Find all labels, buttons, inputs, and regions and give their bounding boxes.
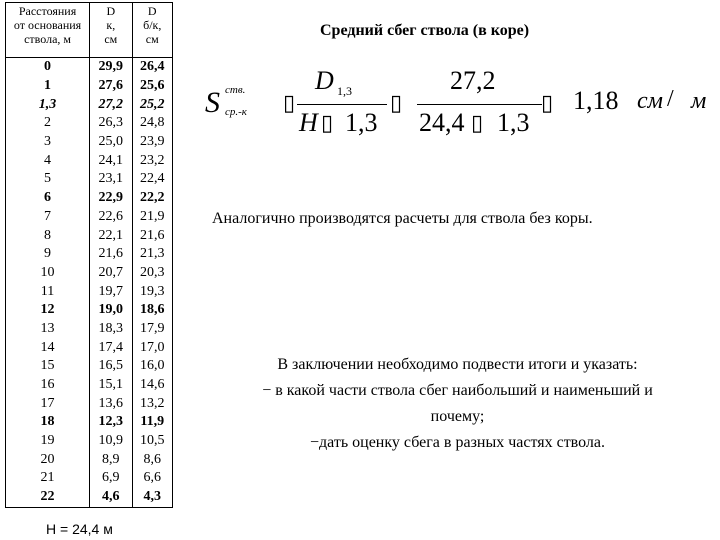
cell-diameter-bark: 8,9 bbox=[90, 450, 132, 469]
table-row bbox=[6, 151, 173, 170]
cell-diameter-bark: 23,1 bbox=[90, 170, 132, 189]
formula-num1-d: D bbox=[315, 66, 334, 95]
cell-diameter-no-bark: 21,6 bbox=[132, 226, 173, 245]
cell-diameter-no-bark: 11,9 bbox=[132, 413, 173, 432]
cell-distance: 1 bbox=[6, 77, 90, 96]
analogy-note: Аналогично производятся расчеты для ствола без коры. bbox=[212, 210, 593, 227]
cell-distance: 13 bbox=[6, 320, 90, 339]
section-title: Средний сбег ствола (в коре) bbox=[320, 22, 530, 39]
formula-equals-glyph: ▯ bbox=[541, 90, 554, 115]
formula-den1-h: H bbox=[299, 108, 318, 137]
conclusion-line: − в какой части ствола сбег наибольший и наименьший и bbox=[262, 382, 653, 399]
cell-diameter-no-bark: 25,6 bbox=[132, 77, 173, 96]
cell-diameter-bark: 27,6 bbox=[90, 77, 132, 96]
cell-distance: 8 bbox=[6, 226, 90, 245]
cell-diameter-bark: 25,0 bbox=[90, 133, 132, 152]
table-row bbox=[6, 208, 173, 227]
cell-diameter-no-bark: 22,4 bbox=[132, 170, 173, 189]
table-row bbox=[6, 394, 173, 413]
cell-distance: 0 bbox=[6, 58, 90, 77]
conclusion-block bbox=[205, 352, 710, 456]
table-row bbox=[6, 413, 173, 432]
cell-diameter-no-bark: 13,2 bbox=[132, 394, 173, 413]
table-row bbox=[6, 432, 173, 451]
cell-diameter-bark: 22,6 bbox=[90, 208, 132, 227]
table-row bbox=[6, 170, 173, 189]
table-row bbox=[6, 376, 173, 395]
cell-diameter-no-bark: 8,6 bbox=[132, 450, 173, 469]
cell-diameter-no-bark: 16,0 bbox=[132, 357, 173, 376]
header-distance-line: от основания bbox=[13, 18, 82, 32]
header-d1-line: D bbox=[106, 4, 116, 18]
taper-formula bbox=[205, 62, 715, 142]
cell-diameter-no-bark: 24,8 bbox=[132, 114, 173, 133]
header-distance-line: ствола, м bbox=[24, 32, 71, 46]
table-row bbox=[6, 469, 173, 488]
table-row bbox=[6, 264, 173, 283]
cell-diameter-no-bark: 25,2 bbox=[132, 95, 173, 114]
cell-distance: 11 bbox=[6, 282, 90, 301]
formula-equals-glyph: ▯ bbox=[390, 90, 403, 115]
cell-diameter-no-bark: 22,2 bbox=[132, 189, 173, 208]
cell-diameter-bark: 12,3 bbox=[90, 413, 132, 432]
cell-distance: 20 bbox=[6, 450, 90, 469]
taper-data-table bbox=[5, 2, 173, 508]
cell-diameter-no-bark: 21,3 bbox=[132, 245, 173, 264]
cell-diameter-bark: 19,0 bbox=[90, 301, 132, 320]
formula-s-subscript: ср.-к bbox=[225, 106, 247, 118]
cell-distance: 21 bbox=[6, 469, 90, 488]
formula-unit-m: м bbox=[691, 88, 707, 114]
table-row bbox=[6, 357, 173, 376]
table-row bbox=[6, 450, 173, 469]
table-body bbox=[6, 58, 173, 508]
cell-diameter-no-bark: 4,3 bbox=[132, 488, 173, 507]
cell-distance: 18 bbox=[6, 413, 90, 432]
cell-distance: 4 bbox=[6, 151, 90, 170]
cell-diameter-no-bark: 26,4 bbox=[132, 58, 173, 77]
cell-distance: 16 bbox=[6, 376, 90, 395]
formula-den2-a: 24,4 bbox=[419, 108, 465, 137]
cell-diameter-bark: 27,2 bbox=[90, 95, 132, 114]
cell-diameter-bark: 16,5 bbox=[90, 357, 132, 376]
cell-distance: 5 bbox=[6, 170, 90, 189]
cell-diameter-no-bark: 14,6 bbox=[132, 376, 173, 395]
formula-den2-glyph: ▯ bbox=[471, 110, 484, 135]
header-d1-line: см bbox=[104, 32, 118, 46]
cell-diameter-no-bark: 10,5 bbox=[132, 432, 173, 451]
cell-distance: 22 bbox=[6, 488, 90, 507]
cell-diameter-no-bark: 20,3 bbox=[132, 264, 173, 283]
cell-distance: 3 bbox=[6, 133, 90, 152]
cell-diameter-bark: 29,9 bbox=[90, 58, 132, 77]
table-row bbox=[6, 189, 173, 208]
cell-diameter-no-bark: 23,9 bbox=[132, 133, 173, 152]
total-height-note: H = 24,4 м bbox=[46, 521, 113, 537]
header-diameter-no-bark bbox=[132, 3, 173, 58]
cell-diameter-no-bark: 21,9 bbox=[132, 208, 173, 227]
header-distance-line: Расстояния bbox=[18, 4, 77, 18]
cell-distance: 17 bbox=[6, 394, 90, 413]
header-d2-line: D bbox=[147, 4, 157, 18]
formula-den1-value: 1,3 bbox=[345, 108, 378, 137]
table-row bbox=[6, 114, 173, 133]
formula-den2-b: 1,3 bbox=[497, 108, 530, 137]
cell-diameter-no-bark: 17,9 bbox=[132, 320, 173, 339]
header-distance bbox=[6, 3, 90, 58]
formula-result: 1,18 bbox=[573, 86, 619, 115]
cell-diameter-bark: 4,6 bbox=[90, 488, 132, 507]
cell-distance: 7 bbox=[6, 208, 90, 227]
table-row bbox=[6, 95, 173, 114]
cell-diameter-bark: 15,1 bbox=[90, 376, 132, 395]
cell-distance: 19 bbox=[6, 432, 90, 451]
cell-diameter-bark: 22,1 bbox=[90, 226, 132, 245]
cell-diameter-bark: 10,9 bbox=[90, 432, 132, 451]
formula-unit-cm: см bbox=[637, 88, 663, 114]
formula-s-superscript: ств. bbox=[225, 84, 246, 96]
formula-s-symbol: S bbox=[205, 86, 220, 119]
table-header-row bbox=[6, 3, 173, 58]
cell-distance: 2 bbox=[6, 114, 90, 133]
cell-diameter-bark: 13,6 bbox=[90, 394, 132, 413]
cell-distance: 14 bbox=[6, 338, 90, 357]
cell-diameter-no-bark: 6,6 bbox=[132, 469, 173, 488]
cell-diameter-bark: 19,7 bbox=[90, 282, 132, 301]
formula-den1-glyph: ▯ bbox=[321, 110, 334, 135]
cell-diameter-bark: 21,6 bbox=[90, 245, 132, 264]
table-row bbox=[6, 77, 173, 96]
cell-diameter-no-bark: 17,0 bbox=[132, 338, 173, 357]
formula-unit-slash: / bbox=[667, 86, 674, 112]
table-row bbox=[6, 488, 173, 507]
cell-diameter-bark: 26,3 bbox=[90, 114, 132, 133]
table-row bbox=[6, 320, 173, 339]
conclusion-line: В заключении необходимо подвести итоги и указать: bbox=[277, 356, 638, 373]
formula-fraction-bar-1 bbox=[297, 104, 387, 105]
cell-diameter-bark: 18,3 bbox=[90, 320, 132, 339]
conclusion-line: −дать оценку сбега в разных частях ствола. bbox=[310, 434, 605, 451]
conclusion-line: почему; bbox=[430, 408, 485, 425]
cell-diameter-bark: 22,9 bbox=[90, 189, 132, 208]
cell-diameter-bark: 6,9 bbox=[90, 469, 132, 488]
cell-diameter-bark: 20,7 bbox=[90, 264, 132, 283]
table-row bbox=[6, 282, 173, 301]
cell-distance: 1,3 bbox=[6, 95, 90, 114]
formula-num2: 27,2 bbox=[450, 66, 496, 95]
header-d2-line: б/к, bbox=[143, 18, 162, 32]
cell-diameter-no-bark: 23,2 bbox=[132, 151, 173, 170]
cell-diameter-no-bark: 19,3 bbox=[132, 282, 173, 301]
cell-distance: 12 bbox=[6, 301, 90, 320]
cell-distance: 10 bbox=[6, 264, 90, 283]
formula-num1-subscript: 1,3 bbox=[337, 84, 352, 98]
cell-diameter-no-bark: 18,6 bbox=[132, 301, 173, 320]
cell-diameter-bark: 17,4 bbox=[90, 338, 132, 357]
table-row bbox=[6, 226, 173, 245]
cell-diameter-bark: 24,1 bbox=[90, 151, 132, 170]
cell-distance: 9 bbox=[6, 245, 90, 264]
table-row bbox=[6, 133, 173, 152]
formula-equals-glyph: ▯ bbox=[283, 90, 296, 115]
table-row bbox=[6, 58, 173, 77]
table-row bbox=[6, 301, 173, 320]
formula-fraction-bar-2 bbox=[417, 104, 542, 105]
header-d2-line: см bbox=[145, 32, 159, 46]
header-d1-line: к, bbox=[106, 18, 116, 32]
cell-distance: 15 bbox=[6, 357, 90, 376]
header-diameter-bark bbox=[90, 3, 132, 58]
table-row bbox=[6, 338, 173, 357]
table-row bbox=[6, 245, 173, 264]
cell-distance: 6 bbox=[6, 189, 90, 208]
